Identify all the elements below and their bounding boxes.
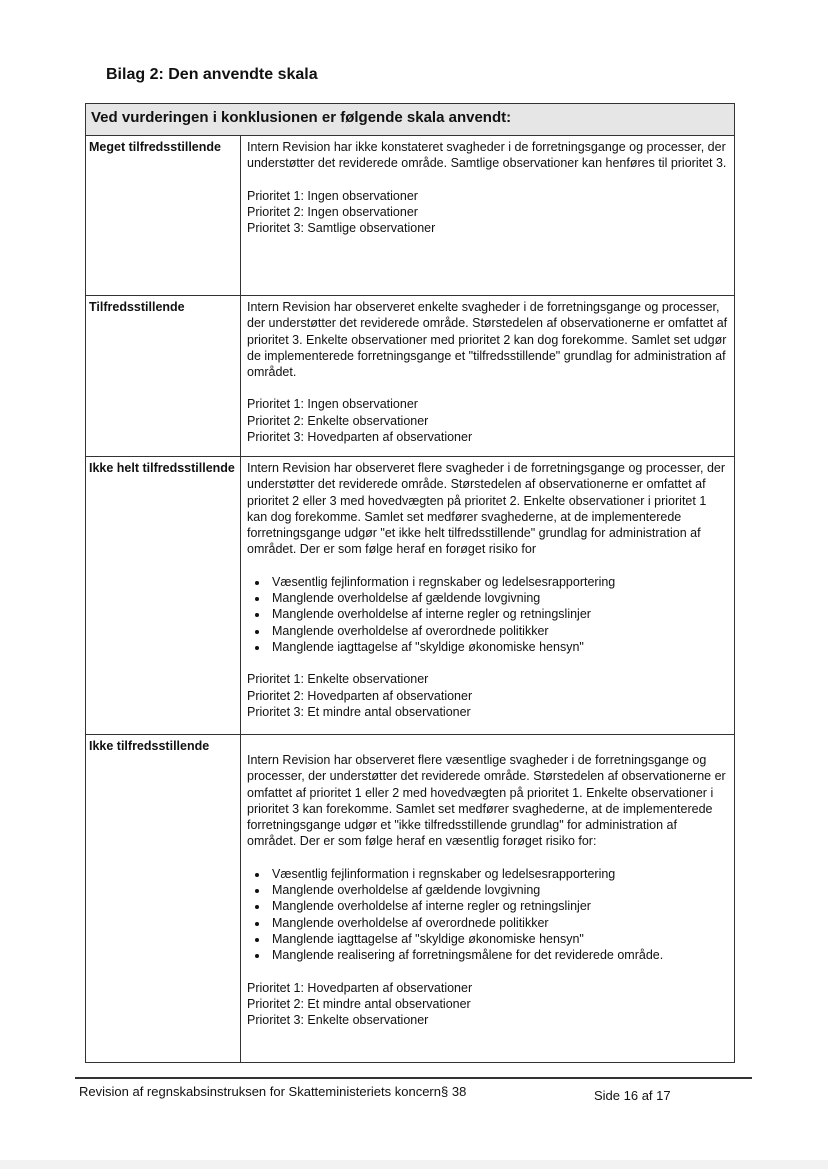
- list-item: • Manglende realisering af forretningsmålene for det reviderede område.: [269, 947, 728, 963]
- scale-description: [241, 735, 735, 1063]
- description-text: Intern Revision har ikke konstateret svagheder i de forretningsgange og processer, der understøtter det reviderede område. Samtlige observationer kan henføres til prioritet 3.: [247, 140, 727, 171]
- scale-row: [86, 296, 735, 457]
- list-item: • Manglende overholdelse af interne regler og retningslinjer: [269, 898, 728, 914]
- footer-document-title: Revision af regnskabsinstruksen for Skatteministeriets koncern§ 38: [79, 1084, 467, 1099]
- list-item: • Manglende overholdelse af overordnede politikker: [269, 623, 728, 639]
- scan-edge: [0, 1160, 828, 1169]
- scale-label: Ikke tilfredsstillende: [86, 735, 241, 1063]
- list-item: • Manglende overholdelse af gældende lovgivning: [269, 590, 728, 606]
- scale-description: [241, 457, 735, 735]
- scale-label: Meget tilfredsstillende: [86, 136, 241, 296]
- priority-line: Prioritet 1: Ingen observationer: [247, 397, 418, 412]
- scale-row: [86, 735, 735, 1063]
- priority-line: Prioritet 2: Et mindre antal observationer: [247, 996, 471, 1011]
- priority-line: Prioritet 3: Enkelte observationer: [247, 1013, 429, 1028]
- list-item: • Manglende iagttagelse af "skyldige økonomiske hensyn": [269, 931, 728, 947]
- scale-row: [86, 136, 735, 296]
- scale-description: [241, 136, 735, 296]
- list-item: • Manglende overholdelse af overordnede politikker: [269, 915, 728, 931]
- scale-table: [85, 103, 735, 1063]
- scale-label: Tilfredsstillende: [86, 296, 241, 457]
- priority-line: Prioritet 2: Hovedparten af observationer: [247, 688, 473, 703]
- risk-list: [247, 574, 728, 655]
- description-text: Intern Revision har observeret enkelte svagheder i de forretningsgange og processer, der understøtter det reviderede område. Størstedelen af observationerne er omfattet af prioritet 3. Enkelte observationer med prioritet 2 kan dog forekomme. Samlet set udgør de implementerede forretningsgange et "tilfredsstillende" grundlag for administration af området.: [247, 300, 728, 380]
- description-text: Intern Revision har observeret flere væsentlige svagheder i de forretningsgange og processer, der understøtter det reviderede område. Størstedelen af observationerne er omfattet af prioritet 1 eller 2 med hovedvægten på prioritet 1. Enkelte observationer i prioritet 3 kan forekomme. Samlet set medfører svaghederne, at de implementerede forretningsgange udgør et "ikke tilfredsstillende grundlag" for administration af området. Der er som følge heraf en væsentlig forøget risiko for:: [247, 753, 726, 849]
- priority-line: Prioritet 3: Hovedparten af observationer: [247, 430, 473, 445]
- list-item: • Manglende iagttagelse af "skyldige økonomiske hensyn": [269, 639, 728, 655]
- table-header: Ved vurderingen i konklusionen er følgende skala anvendt:: [86, 104, 735, 136]
- priority-line: Prioritet 1: Ingen observationer: [247, 188, 418, 203]
- priority-line: Prioritet 1: Hovedparten af observationer: [247, 980, 473, 995]
- scale-row: [86, 457, 735, 735]
- page-title: Bilag 2: Den anvendte skala: [106, 66, 318, 83]
- scale-description: [241, 296, 735, 457]
- risk-list: [247, 866, 728, 964]
- list-item: • Manglende overholdelse af interne regler og retningslinjer: [269, 606, 728, 622]
- scale-label: Ikke helt tilfredsstillende: [86, 457, 241, 735]
- list-item: • Væsentlig fejlinformation i regnskaber og ledelsesrapportering: [269, 866, 728, 882]
- priority-line: Prioritet 2: Ingen observationer: [247, 204, 418, 219]
- priority-line: Prioritet 3: Samtlige observationer: [247, 221, 436, 236]
- description-text: Intern Revision har observeret flere svagheder i de forretningsgange og processer, der understøtter det reviderede område. Størstedelen af observationerne er omfattet af prioritet 2 eller 3 med hovedvægten på prioritet 2. Enkelte observationer i prioritet 1 kan dog forekomme. Samlet set medfører svaghederne, at de implementerede forretningsgange udgør "et ikke helt tilfredsstillende" grundlag for administration af området. Der er som følge heraf en forøget risiko for: [247, 461, 726, 557]
- list-item: • Manglende overholdelse af gældende lovgivning: [269, 882, 728, 898]
- footer-divider: [75, 1077, 752, 1079]
- list-item: • Væsentlig fejlinformation i regnskaber og ledelsesrapportering: [269, 574, 728, 590]
- priority-line: Prioritet 3: Et mindre antal observationer: [247, 704, 471, 719]
- priority-line: Prioritet 2: Enkelte observationer: [247, 413, 429, 428]
- page-number: Side 16 af 17: [594, 1088, 671, 1103]
- priority-line: Prioritet 1: Enkelte observationer: [247, 672, 429, 687]
